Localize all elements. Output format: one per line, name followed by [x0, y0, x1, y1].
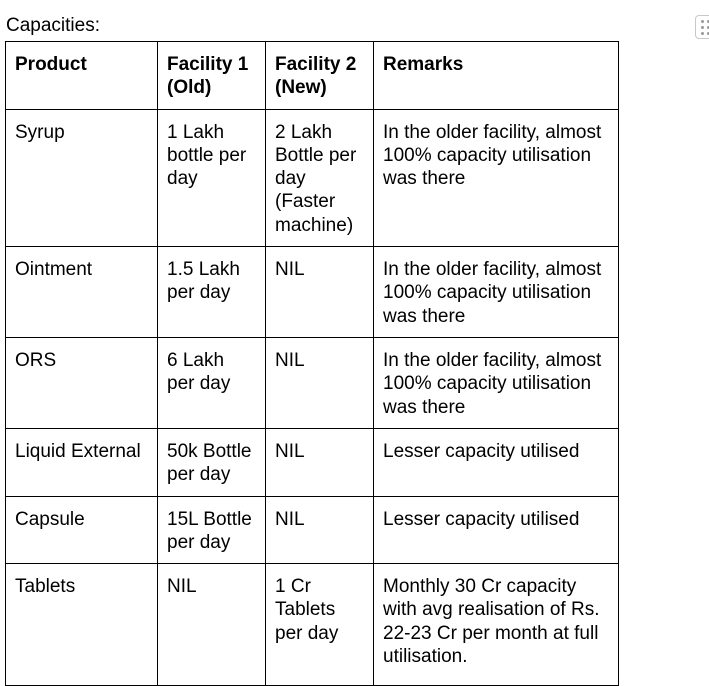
header-remarks: Remarks	[374, 42, 619, 110]
table-caption: Capacities:	[6, 15, 100, 36]
cell-facility-1: 50k Bottle per day	[158, 428, 266, 496]
cell-product: ORS	[6, 337, 158, 428]
cell-product: Capsule	[6, 496, 158, 564]
cell-remarks: In the older facility, almost 100% capacity utilisation was there	[374, 337, 619, 428]
cell-facility-2: NIL	[266, 496, 374, 564]
table-row	[6, 564, 619, 686]
cell-facility-2: 2 Lakh Bottle per day (Faster machine)	[266, 109, 374, 246]
cell-product: Liquid External	[6, 428, 158, 496]
cell-facility-1: 1 Lakh bottle per day	[158, 109, 266, 246]
cell-facility-2: NIL	[266, 247, 374, 338]
drag-handle-icon[interactable]	[695, 15, 709, 39]
cell-product: Syrup	[6, 109, 158, 246]
cell-product: Tablets	[6, 564, 158, 686]
capacities-table	[5, 41, 619, 686]
header-facility-1: Facility 1 (Old)	[158, 42, 266, 110]
table-row	[6, 428, 619, 496]
cell-remarks: Lesser capacity utilised	[374, 496, 619, 564]
header-facility-2: Facility 2 (New)	[266, 42, 374, 110]
table-header-row	[6, 42, 619, 110]
header-product: Product	[6, 42, 158, 110]
cell-facility-1: 15L Bottle per day	[158, 496, 266, 564]
cell-facility-2: 1 Cr Tablets per day	[266, 564, 374, 686]
cell-facility-2: NIL	[266, 428, 374, 496]
table-row	[6, 337, 619, 428]
table-row	[6, 109, 619, 246]
cell-remarks: In the older facility, almost 100% capacity utilisation was there	[374, 247, 619, 338]
cell-product: Ointment	[6, 247, 158, 338]
cell-facility-1: 1.5 Lakh per day	[158, 247, 266, 338]
cell-facility-2: NIL	[266, 337, 374, 428]
cell-remarks: In the older facility, almost 100% capacity utilisation was there	[374, 109, 619, 246]
cell-remarks: Monthly 30 Cr capacity with avg realisation of Rs. 22-23 Cr per month at full utilisation.	[374, 564, 619, 686]
table-row	[6, 496, 619, 564]
cell-remarks: Lesser capacity utilised	[374, 428, 619, 496]
table-row	[6, 247, 619, 338]
cell-facility-1: 6 Lakh per day	[158, 337, 266, 428]
cell-facility-1: NIL	[158, 564, 266, 686]
